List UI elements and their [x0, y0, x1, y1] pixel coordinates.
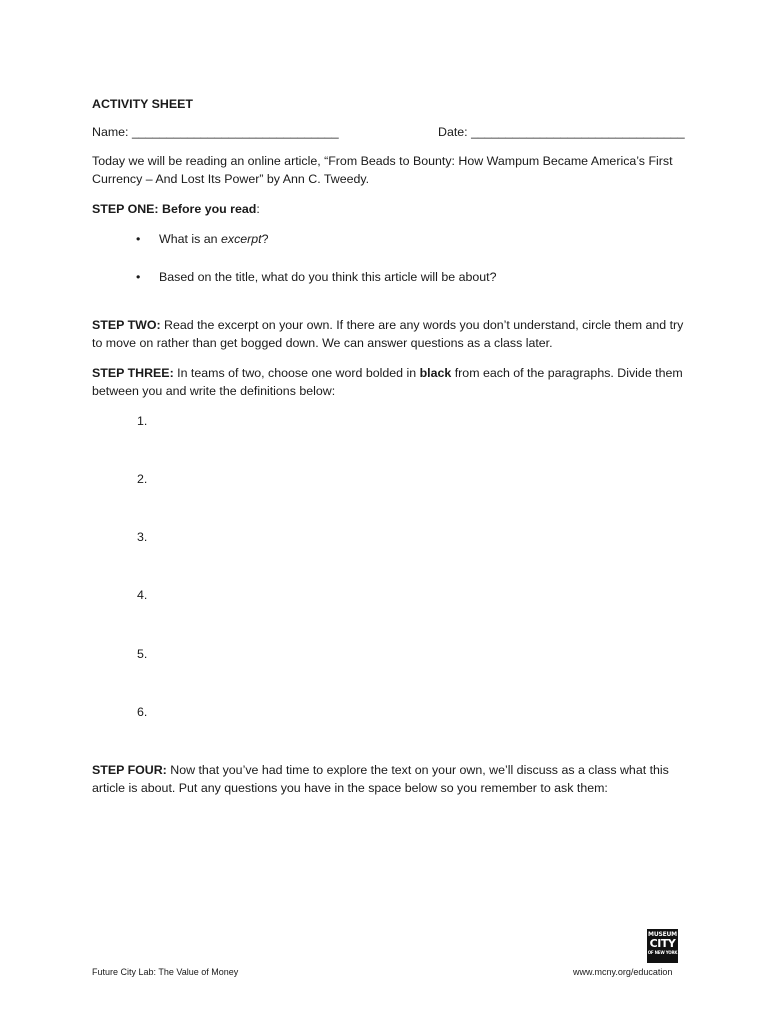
date-blank: _______________________________ [471, 125, 685, 139]
intro-paragraph: Today we will be reading an online article, “From Beads to Bounty: How Wampum Became America’s First Currency – And Lost Its Power” by Ann C. Tweedy. [92, 154, 673, 186]
step-one-heading [92, 200, 260, 218]
list-item [136, 268, 497, 286]
step-four-text: Now that you’ve had time to explore the text on your own, we’ll discuss as a class what this article is about. Put any questions you have in the space below so you remember to ask them: [92, 763, 669, 795]
name-label: Name: [92, 125, 129, 139]
footer-url: www.mcny.org/education [573, 967, 673, 977]
step-four-label: STEP FOUR: [92, 763, 167, 777]
step-two-text: Read the excerpt on your own. If there are any words you don’t understand, circle them and try to move on rather than get bogged down. We can answer questions as a class later. [92, 318, 684, 350]
list-number: 4. [137, 588, 148, 602]
date-label: Date: [438, 125, 468, 139]
list-item [136, 230, 269, 248]
bullet-text-before: What is an [159, 232, 221, 246]
name-field [92, 123, 339, 141]
list-number: 2. [137, 472, 148, 486]
logo-line-3: OF NEW YORK [647, 950, 678, 955]
step-four-paragraph [92, 761, 692, 797]
bullet-icon: • [136, 270, 141, 284]
name-blank: ______________________________ [131, 125, 339, 139]
list-number: 5. [137, 647, 148, 661]
step-one-colon: : [256, 202, 260, 216]
logo-line-2: CITY [649, 937, 676, 950]
logo-line-1: MUSEUM [648, 931, 677, 938]
museum-logo [647, 929, 678, 963]
step-three-paragraph [92, 364, 692, 400]
list-number: 1. [137, 414, 148, 428]
step-two-label: STEP TWO: [92, 318, 161, 332]
list-number: 3. [137, 530, 148, 544]
step-two-paragraph [92, 316, 692, 352]
bullet-icon: • [136, 232, 141, 246]
step-three-text-after: from each of the paragraphs. Divide them between you and write the definitions below: [92, 366, 683, 398]
step-three-label: STEP THREE: [92, 366, 174, 380]
bullet-text: Based on the title, what do you think this article will be about? [159, 270, 497, 284]
step-three-bold-word: black [419, 366, 452, 380]
footer-title: Future City Lab: The Value of Money [92, 967, 239, 977]
list-number: 6. [137, 705, 148, 719]
bullet-emphasis: excerpt [220, 232, 262, 246]
page-title: ACTIVITY SHEET [92, 97, 193, 111]
date-field [438, 123, 685, 141]
step-three-text-before: In teams of two, choose one word bolded in [173, 366, 420, 380]
step-one-label: STEP ONE: Before you read [92, 202, 257, 216]
bullet-text-after: ? [261, 232, 269, 246]
